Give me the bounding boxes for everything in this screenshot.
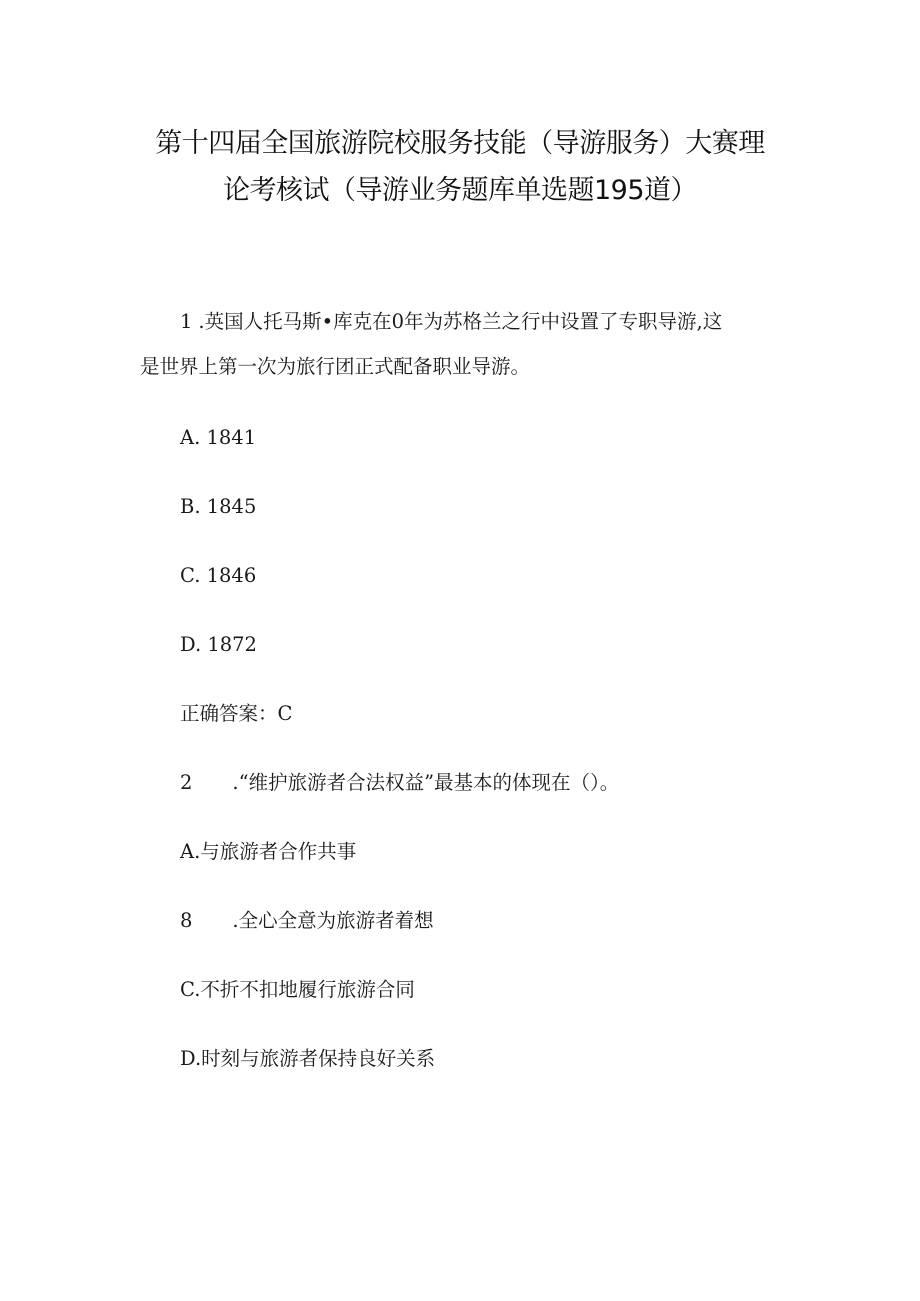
question-1-option-a: A. 1841	[180, 426, 257, 449]
question-2-number: 2	[180, 771, 193, 794]
question-1-stem-line-2: 是世界上第一次为旅行团正式配备职业导游。	[140, 355, 531, 378]
question-2-option-a: A.与旅游者合作共事	[180, 840, 357, 863]
question-1-stem-text: .英国人托马斯•库克在0年为苏格兰之行中设置了专职导游,这	[198, 310, 723, 333]
question-1-option-c: C. 1846	[180, 564, 257, 587]
question-2-option-c: C.不折不扣地履行旅游合同	[180, 978, 415, 1001]
question-1-stem-line-1	[180, 308, 722, 336]
question-2-option-b-line	[180, 907, 434, 935]
document-title-line-2: 论考核试（导游业务题库单选题195道）	[222, 175, 698, 206]
question-2-option-b-text: .全心全意为旅游者着想	[232, 909, 434, 932]
question-2-option-b-number: 8	[180, 909, 193, 932]
document-title-line-1: 第十四届全国旅游院校服务技能（导游服务）大赛理	[155, 128, 765, 159]
question-1-option-b: B. 1845	[180, 495, 257, 518]
question-2-option-d: D.时刻与旅游者保持良好关系	[180, 1047, 436, 1070]
question-2-stem-text: .“维护旅游者合法权益”最基本的体现在（）。	[232, 771, 620, 794]
question-1-number: 1	[180, 310, 193, 333]
question-1-answer: 正确答案：C	[180, 702, 293, 725]
question-1-option-d: D. 1872	[180, 633, 257, 656]
question-2-stem-line-1	[180, 769, 619, 797]
